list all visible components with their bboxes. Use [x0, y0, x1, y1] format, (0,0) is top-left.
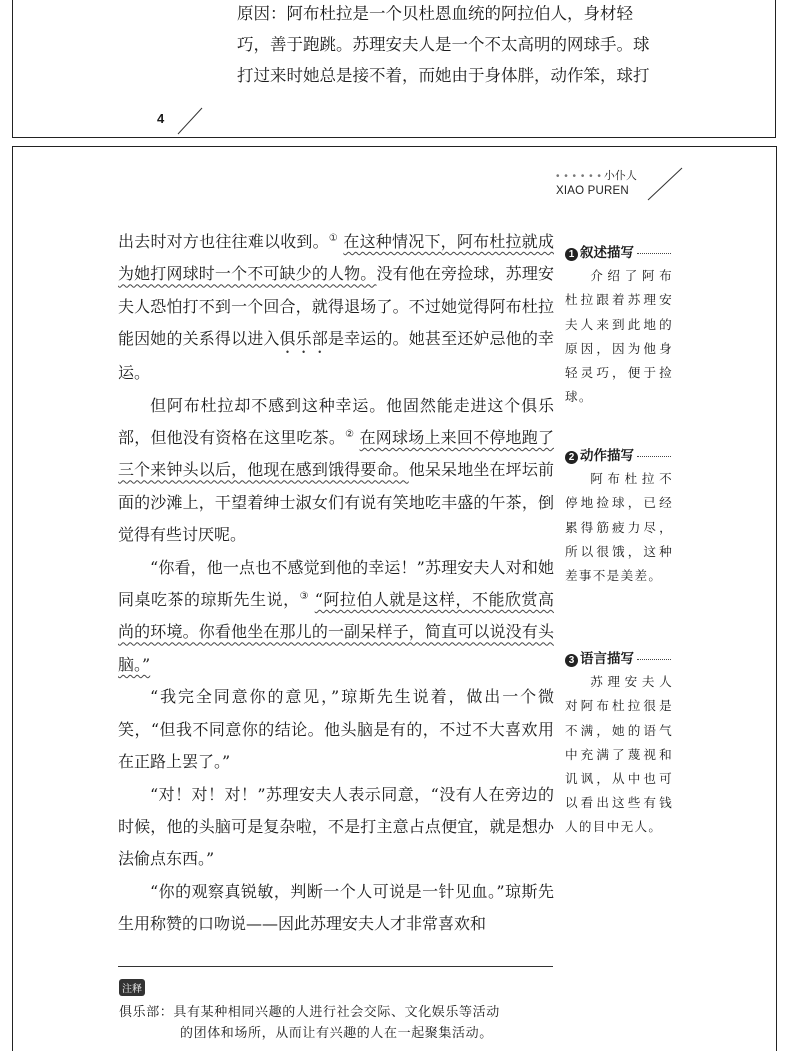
underlined-sentence-2: 在网球场上来回不停地跑了三个来钟头以后，他现在感到饿得要命。 [118, 428, 554, 480]
side-note-1 [565, 241, 673, 409]
annotation-marker-2: ② [345, 429, 355, 441]
note-title: 动作描写 [580, 448, 634, 463]
series-header [556, 166, 637, 197]
footnote-line: 的团体和场所，从而让有兴趣的人在一起聚集活动。 [180, 1026, 493, 1041]
page-number: 4 [157, 111, 165, 126]
series-title-cn: 小仆人 [603, 170, 637, 182]
footnote-tag: 注释 [119, 979, 145, 996]
previous-page-text [237, 0, 677, 91]
header-dots: • • • • • • [556, 171, 602, 182]
note-number-3: 3 [565, 654, 578, 667]
note-text: 阿布杜拉不停地捡球，已经累得筋疲力尽，所以很饿，这种差事不是美差。 [565, 471, 673, 584]
text-line: 原因：阿布杜拉是一个贝杜恩血统的阿拉伯人，身材轻 [237, 4, 633, 23]
paragraph: “你的观察真锐敏，判断一个人可说是一针见血。”琼斯先生用称赞的口吻说——因此苏理安夫人才非常喜欢和 [118, 881, 554, 934]
footnote-divider [118, 966, 553, 967]
note-title: 语言描写 [580, 651, 634, 666]
note-title: 叙述描写 [580, 245, 634, 260]
note-number-2: 2 [565, 451, 578, 464]
paragraph: 但阿布杜拉却不感到这种幸运。他固然能走进这个俱乐部，但他没有资格在这里吃茶。② 在网球场上来回不停地跑了三个来钟头以后，他现在感到饿得要命。他呆呆地坐在坪坛前面的沙滩上，干望着绅士淑女们有说有笑地吃丰盛的午茶，倒觉得有些讨厌呢。 [118, 395, 554, 545]
paragraph: “对！对！对！”苏理安夫人表示同意，“没有人在旁边的时候，他的头脑可是复杂啦，不是打主意占点便宜，就是想办法偷点东西。” [118, 784, 554, 869]
underlined-sentence-1: 在这种情况下，阿布杜拉就成为她打网球时一个不可缺少的人物。 [118, 232, 554, 284]
annotation-marker-1: ① [328, 233, 339, 244]
note-text: 苏理安夫人对阿布杜拉很是不满，她的语气中充满了蔑视和讥讽，从中也可以看出这些有钱人的目中无人。 [565, 674, 673, 835]
paragraph: “我完全同意你的意见，”琼斯先生说着，做出一个微笑，“但我不同意你的结论。他头脑是有的，不过不大喜欢用在正路上罢了。” [118, 687, 554, 772]
side-note-3 [565, 647, 673, 840]
note-number-1: 1 [565, 248, 578, 261]
page-number-slash [176, 106, 204, 136]
text-line: 打过来时她总是接不着，而她由于身体胖，动作笨，球打 [237, 66, 650, 85]
underlined-sentence-3: “阿拉伯人就是这样，不能欣赏高尚的环境。你看他坐在那儿的一副呆样子，简直可以说没有头脑。” [118, 590, 555, 674]
text-line: 巧，善于跑跳。苏理安夫人是一个不太高明的网球手。球 [237, 35, 650, 54]
footnote-line: 具有某种相同兴趣的人进行社会交际、文化娱乐等活动 [173, 1005, 500, 1020]
emphasized-word: 俱乐部 [279, 329, 328, 349]
header-slash [646, 166, 684, 202]
main-text [118, 226, 554, 941]
note-text: 介绍了阿布杜拉跟着苏理安夫人来到此地的原因，因为他身轻灵巧，便于捡球。 [565, 268, 673, 405]
paragraph: 出去时对方也往往难以收到。① 在这种情况下，阿布杜拉就成为她打网球时一个不可缺少的人物。没有他在旁捡球，苏理安夫人恐怕打不到一个回合，就得退场了。不过她觉得阿布杜拉能因她的关系得以进入俱乐部是幸运的。她甚至还妒忌他的幸运。 [118, 232, 554, 383]
side-note-2 [565, 444, 673, 588]
series-title-en: XIAO PUREN [556, 185, 629, 197]
annotation-marker-3: ③ [299, 591, 310, 603]
paragraph: “你看，他一点也不感觉到他的幸运！”苏理安夫人对和她同桌吃茶的琼斯先生说，③ “阿拉伯人就是这样，不能欣赏高尚的环境。你看他坐在那儿的一副呆样子，简直可以说没有头脑。” [118, 557, 555, 674]
footnote-term: 俱乐部： [119, 1005, 174, 1020]
footnote [119, 1002, 559, 1044]
